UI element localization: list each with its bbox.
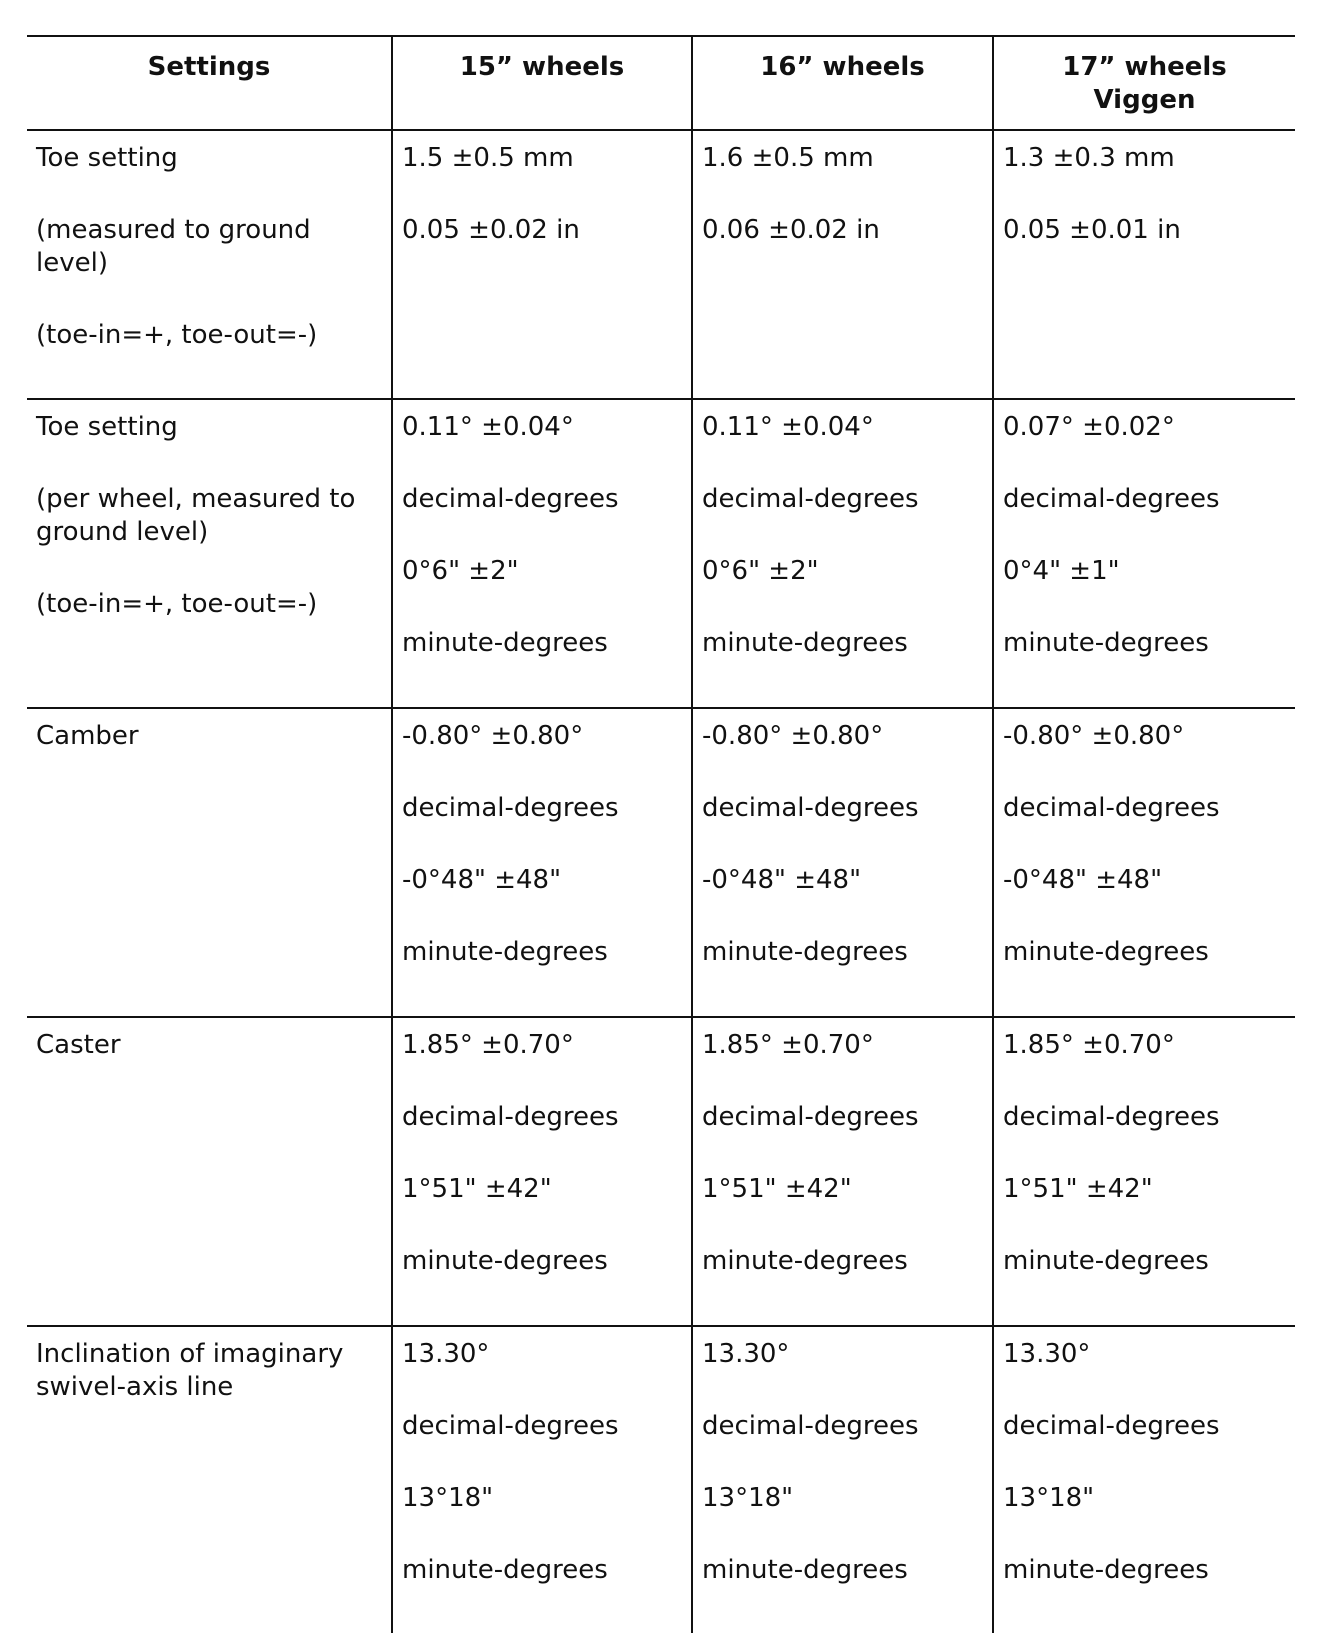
value-line: decimal-degrees: [702, 1411, 919, 1441]
value-line: -0°48" ±48": [702, 865, 862, 895]
value-line: decimal-degrees: [702, 484, 919, 514]
setting-cell: [27, 1017, 392, 1326]
value-line: 0.07° ±0.02°: [1003, 412, 1175, 442]
value-line: decimal-degrees: [702, 793, 919, 823]
value-line: minute-degrees: [1003, 937, 1209, 967]
setting-label: Inclination of imaginary swivel-axis line: [36, 1339, 344, 1402]
value-cell-17: [993, 708, 1295, 1017]
value-line: minute-degrees: [402, 1246, 608, 1276]
value-line: 0.05 ±0.02 in: [402, 215, 580, 245]
value-line: 0.11° ±0.04°: [702, 412, 874, 442]
value-line: minute-degrees: [702, 1555, 908, 1585]
value-line: -0.80° ±0.80°: [402, 721, 584, 751]
value-line: decimal-degrees: [702, 1102, 919, 1132]
setting-note: (toe-in=+, toe-out=-): [36, 589, 318, 619]
value-line: 13.30°: [402, 1339, 490, 1369]
value-line: minute-degrees: [1003, 628, 1209, 658]
value-line: minute-degrees: [402, 937, 608, 967]
setting-cell: [27, 130, 392, 399]
value-cell-17: [993, 1326, 1295, 1633]
value-cell-16: [692, 1326, 993, 1633]
value-cell-17: [993, 399, 1295, 708]
value-line: minute-degrees: [702, 628, 908, 658]
value-cell-15: [392, 130, 692, 399]
setting-label: Caster: [36, 1030, 121, 1060]
value-line: 1°51" ±42": [402, 1174, 552, 1204]
value-cell-15: [392, 1017, 692, 1326]
setting-label: Camber: [36, 721, 139, 751]
setting-note: (toe-in=+, toe-out=-): [36, 320, 318, 350]
value-line: -0°48" ±48": [402, 865, 562, 895]
value-line: 0.06 ±0.02 in: [702, 215, 880, 245]
table-row: [27, 399, 1295, 708]
table-row: [27, 1326, 1295, 1633]
value-line: -0.80° ±0.80°: [1003, 721, 1185, 751]
setting-cell: [27, 1326, 392, 1633]
value-line: 13.30°: [702, 1339, 790, 1369]
value-cell-15: [392, 708, 692, 1017]
header-settings: Settings: [27, 36, 392, 130]
value-line: decimal-degrees: [402, 484, 619, 514]
value-line: minute-degrees: [402, 1555, 608, 1585]
value-line: 13°18": [702, 1483, 794, 1513]
value-line: decimal-degrees: [1003, 1411, 1220, 1441]
value-line: 1.85° ±0.70°: [402, 1030, 574, 1060]
value-cell-15: [392, 1326, 692, 1633]
value-line: -0.80° ±0.80°: [702, 721, 884, 751]
value-line: 13°18": [402, 1483, 494, 1513]
value-line: decimal-degrees: [1003, 793, 1220, 823]
value-line: 0°6" ±2": [402, 556, 519, 586]
value-line: 0.05 ±0.01 in: [1003, 215, 1181, 245]
value-cell-16: [692, 399, 993, 708]
value-line: minute-degrees: [702, 1246, 908, 1276]
value-cell-16: [692, 130, 993, 399]
value-line: decimal-degrees: [1003, 484, 1220, 514]
setting-note: (measured to ground level): [36, 215, 311, 278]
value-line: decimal-degrees: [1003, 1102, 1220, 1132]
value-line: 13.30°: [1003, 1339, 1091, 1369]
setting-label: Toe setting: [36, 143, 178, 173]
wheel-alignment-table: [27, 35, 1295, 1633]
setting-label: Toe setting: [36, 412, 178, 442]
value-cell-15: [392, 399, 692, 708]
value-line: minute-degrees: [402, 628, 608, 658]
value-line: minute-degrees: [1003, 1246, 1209, 1276]
value-line: minute-degrees: [1003, 1555, 1209, 1585]
value-line: decimal-degrees: [402, 793, 619, 823]
table-row: [27, 130, 1295, 399]
table-row: [27, 708, 1295, 1017]
value-line: 1.85° ±0.70°: [1003, 1030, 1175, 1060]
value-cell-17: [993, 1017, 1295, 1326]
value-line: 1.6 ±0.5 mm: [702, 143, 874, 173]
value-line: 1.85° ±0.70°: [702, 1030, 874, 1060]
header-17-wheels: 17” wheels Viggen: [993, 36, 1295, 130]
value-line: 1.3 ±0.3 mm: [1003, 143, 1175, 173]
value-line: -0°48" ±48": [1003, 865, 1163, 895]
table-row: [27, 1017, 1295, 1326]
value-cell-17: [993, 130, 1295, 399]
value-line: 0°4" ±1": [1003, 556, 1120, 586]
setting-cell: [27, 399, 392, 708]
value-line: decimal-degrees: [402, 1411, 619, 1441]
value-line: 0.11° ±0.04°: [402, 412, 574, 442]
value-line: minute-degrees: [702, 937, 908, 967]
setting-note: (per wheel, measured to ground level): [36, 484, 356, 547]
value-line: 0°6" ±2": [702, 556, 819, 586]
value-cell-16: [692, 708, 993, 1017]
header-row: [27, 36, 1295, 130]
header-15-wheels: 15” wheels: [392, 36, 692, 130]
value-line: 1°51" ±42": [702, 1174, 852, 1204]
value-line: 13°18": [1003, 1483, 1095, 1513]
header-16-wheels: 16” wheels: [692, 36, 993, 130]
value-cell-16: [692, 1017, 993, 1326]
value-line: 1.5 ±0.5 mm: [402, 143, 574, 173]
value-line: decimal-degrees: [402, 1102, 619, 1132]
setting-cell: [27, 708, 392, 1017]
value-line: 1°51" ±42": [1003, 1174, 1153, 1204]
